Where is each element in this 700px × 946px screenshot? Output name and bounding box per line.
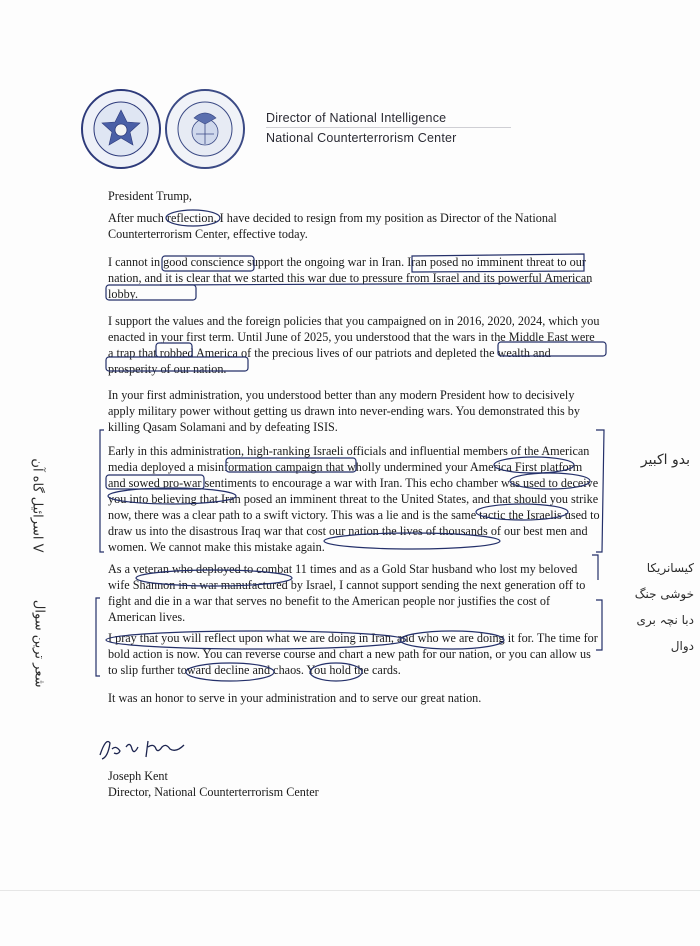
- paragraph-7: I pray that you will reflect upon what we are doing in Iran, and who we are doing it for. The time for bold action is now. You can reverse course and chart a new path for our nation, or you can allow us to slip further toward decline and chaos. You hold the cards.: [108, 631, 598, 677]
- paragraph-4: In your first administration, you understood better than any modern President how to decisively apply military power without getting us drawn into never-ending wars. You demonstrated this by killing Qasam Solamani and by defeating ISIS.: [108, 388, 580, 434]
- page-edge: [0, 890, 700, 891]
- odni-seal: [80, 88, 162, 170]
- paragraph-6: As a veteran who deployed to combat 11 times and as a Gold Star husband who lost my beloved wife Shannon in a war manufactured by Israel, I cannot support sending the next generation off to fight and die in a war that serves no benefit to the American people nor justifies the cost of American lives.: [108, 562, 586, 624]
- signer-name: Joseph Kent: [108, 769, 168, 783]
- header-divider: [266, 127, 511, 128]
- paragraph-2: I cannot in good conscience support the ongoing war in Iran. Iran posed no imminent threat to our nation, and it is clear that we started this war due to pressure from Israel and its powerful American lobby.: [108, 255, 593, 301]
- center-name: National Counterterrorism Center: [266, 131, 457, 145]
- signature-block: [108, 768, 319, 800]
- salutation: President Trump,: [108, 189, 192, 203]
- signer-title: Director, National Counterterrorism Center: [108, 785, 319, 799]
- nctc-seal: [164, 88, 246, 170]
- bracket-left: [100, 430, 104, 552]
- margin-note-right-1: بدو اکبیر: [640, 452, 690, 468]
- paragraph-8: It was an honor to serve in your administration and to serve our great nation.: [108, 691, 482, 705]
- margin-note-right-2: کیسانریکا خوشی جنگ دبا نچہ بری دوال: [634, 561, 694, 653]
- paragraph-5: Early in this administration, high-ranking Israeli officials and influential members of the American media deployed a misinformation campaign that wholly undermined your America First platform and sowed pro-war sentiments to encourage a war with Iran. This echo chamber was used to deceive you into believing that Iran posed an imminent threat to the United States, and that should you strike now, there was a clear path to a swift victory. This was a lie and is the same tactic the Israelis used to draw us into the disastrous Iraq war that cost our nation the lives of thousands of our best men and women. We cannot make this mistake again.: [108, 444, 600, 554]
- paragraph-3: I support the values and the foreign policies that you campaigned on in 2016, 2020, 2024, which you enacted in your first term. Until June of 2025, you understood that the wars in the Middle East were a trap that robbed America of the precious lives of our patriots and depleted the wealth and prosperity of our nation.: [108, 314, 600, 376]
- bracket-left-2: [96, 598, 100, 676]
- agency-name: Director of National Intelligence: [266, 111, 447, 125]
- margin-note-left-2: شعر ترین سوال: [31, 599, 47, 688]
- margin-note-left-1: V اسرائیل گاه آن: [29, 458, 45, 553]
- paragraph-1: After much reflection, I have decided to resign from my position as Director of the National Counterterrorism Center, effective today.: [108, 211, 557, 241]
- handwritten-signature: [96, 733, 192, 763]
